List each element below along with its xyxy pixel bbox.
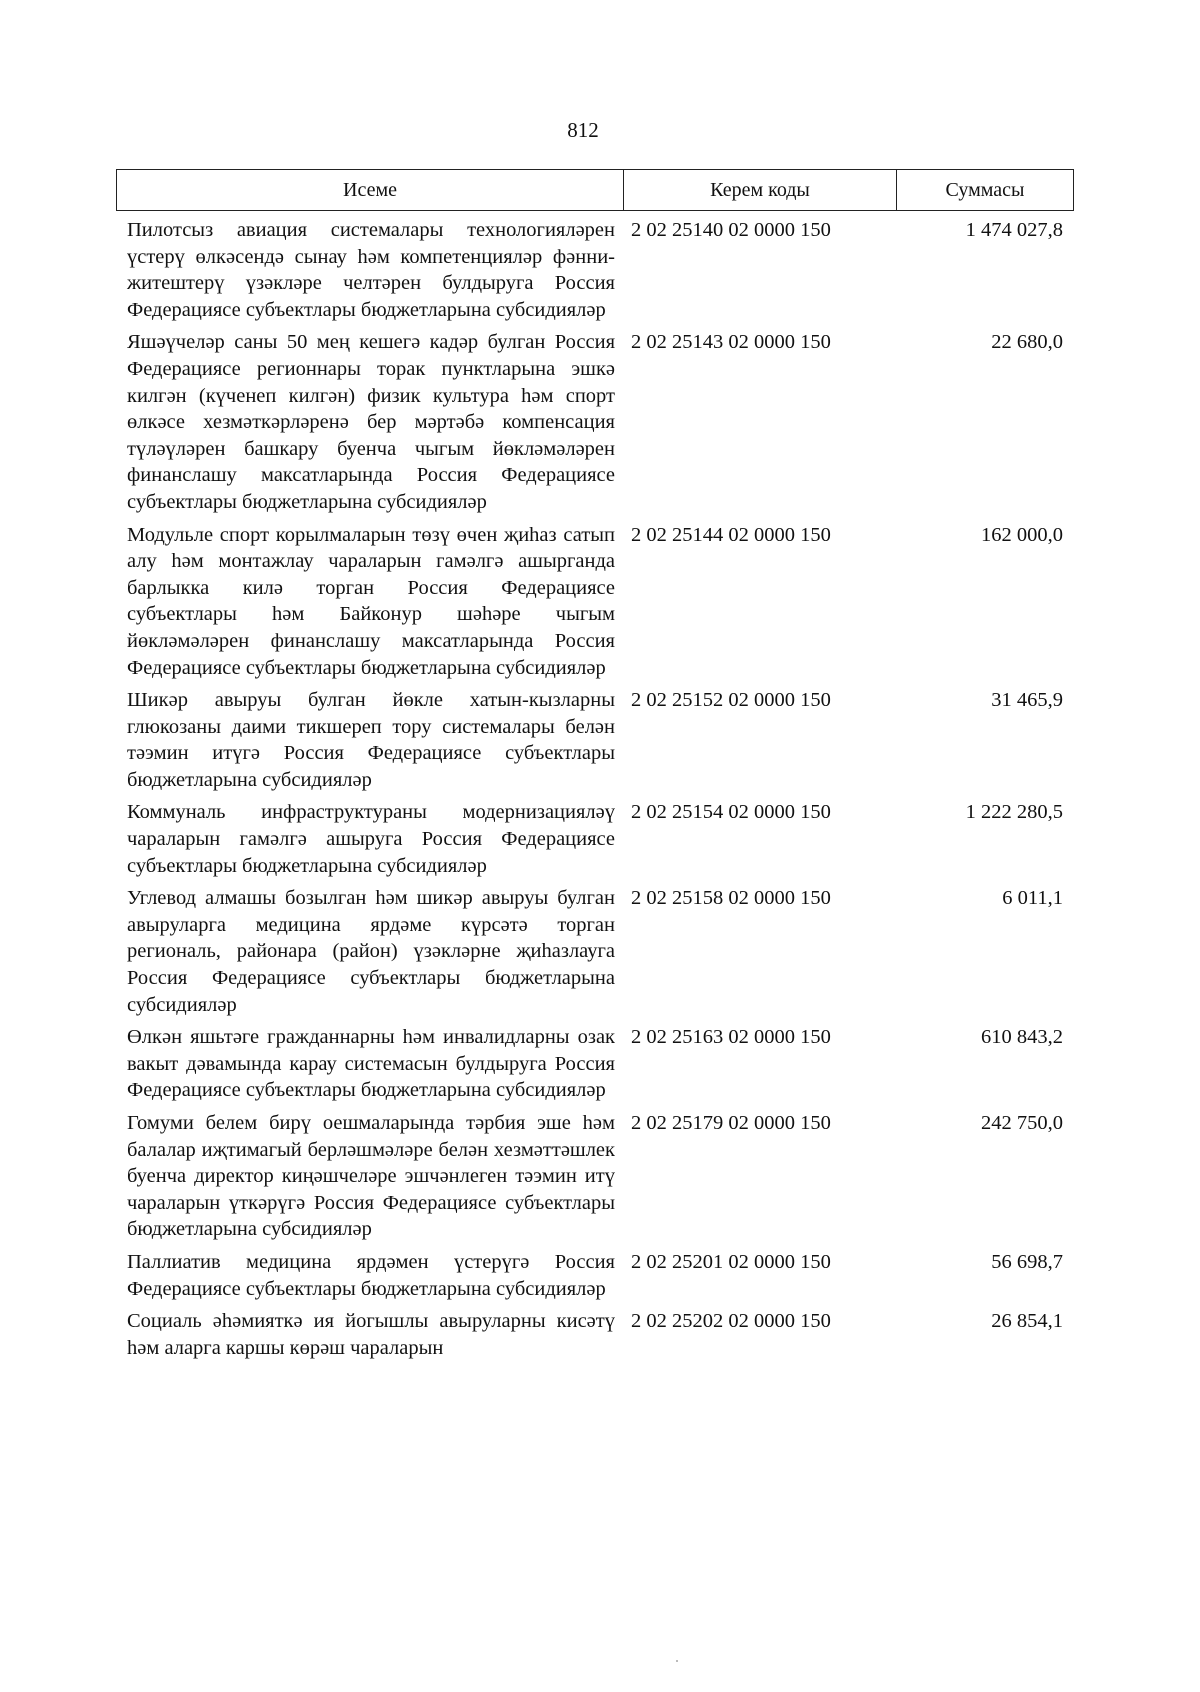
row-code: 2 02 25202 02 0000 150 bbox=[631, 1310, 831, 1333]
column-header-code: Керем коды bbox=[624, 170, 897, 210]
row-sum: 22 680,0 bbox=[991, 331, 1063, 354]
row-name: Углевод алмашы бозылган һәм шикәр авыруы булган авыруларга медицина ярдәме күрсәтә торган региональ, районара (район) үзәкләрне җиһазлауга Россия Федерациясе субъектлары бюджетларына субсидияләр bbox=[127, 887, 615, 1016]
row-name: Модульле спорт корылмаларын төзү өчен җиһаз сатып алу һәм монтажлау чараларын гамәлгә ашырганда барлыкка килә торган Россия Федерациясе субъектлары һәм Байконур шәһәре чыгым йөкләмәләрен финанслашу максатларында Россия Федерациясе субъектлары бюджетларына субсидияләр bbox=[127, 523, 615, 679]
row-name: Коммуналь инфраструктураны модернизацияләү чараларын гамәлгә ашыруга Россия Федерациясе субъектлары бюджетларына субсидияләр bbox=[127, 801, 615, 877]
row-sum: 162 000,0 bbox=[981, 523, 1063, 546]
row-sum: 1 222 280,5 bbox=[965, 801, 1063, 824]
row-code: 2 02 25154 02 0000 150 bbox=[631, 801, 831, 824]
row-sum: 242 750,0 bbox=[981, 1112, 1063, 1134]
row-name: Пилотсыз авиация системалары технологияләрен үстерү өлкәсендә сынау һәм компетенцияләр фәнни-житештерү үзәкләре челтәрен булдыруга Россия Федерациясе субъектлары бюджетларына субсидияләр bbox=[127, 219, 615, 321]
row-code: 2 02 25201 02 0000 150 bbox=[631, 1250, 831, 1273]
row-name: Яшәүчеләр саны 50 мең кешегә кадәр булган Россия Федерациясе регионнары торак пунктларына эшкә килгән (күченеп килгән) физик культура һәм спорт өлкәсе хезмәткәрләренә бер мәртәбә компенсация түләүләрен башкару буенча чыгым йөкләмәләрен финанслашу максатларында Россия Федерациясе субъектлары бюджетларына субсидияләр bbox=[127, 331, 615, 513]
table-row bbox=[127, 1024, 1077, 1104]
scan-speck bbox=[676, 1660, 678, 1662]
table-row bbox=[127, 1308, 1077, 1361]
table-row bbox=[127, 1110, 1077, 1243]
table-header bbox=[116, 169, 1074, 211]
column-header-sum: Суммасы bbox=[945, 178, 1025, 201]
row-sum: 610 843,2 bbox=[981, 1026, 1063, 1049]
row-name: Гомуми белем бирү оешмаларында тәрбия эше һәм балалар иҗтимагый берләшмәләре белән хезмәттәшлек буенча директор киңәшчеләре эшчәнлеген тәэмин итү чараларын үткәрүгә Россия Федерациясе субъектлары бюджетларына субсидияләр bbox=[127, 1112, 615, 1241]
row-sum: 1 474 027,8 bbox=[965, 219, 1063, 241]
row-name: Социаль әһәмияткә ия йогышлы авыруларны кисәтү һәм аларга каршы көрәш чараларын bbox=[127, 1310, 615, 1359]
row-code: 2 02 25140 02 0000 150 bbox=[631, 219, 831, 241]
table-row bbox=[127, 217, 1077, 323]
table-row bbox=[127, 687, 1077, 793]
row-sum: 56 698,7 bbox=[991, 1250, 1063, 1273]
row-sum: 6 011,1 bbox=[1002, 887, 1063, 910]
row-sum: 31 465,9 bbox=[991, 689, 1063, 712]
row-name: Паллиатив медицина ярдәмен үстерүгә Россия Федерациясе субъектлары бюджетларына субсидияләр bbox=[127, 1250, 615, 1300]
table-row bbox=[127, 885, 1077, 1018]
row-code: 2 02 25163 02 0000 150 bbox=[631, 1026, 831, 1049]
row-code: 2 02 25143 02 0000 150 bbox=[631, 331, 831, 354]
table-row bbox=[127, 522, 1077, 682]
table-body bbox=[127, 211, 1077, 1361]
page-number: 812 bbox=[567, 118, 599, 142]
table-row bbox=[127, 329, 1077, 515]
column-header-name: Исеме bbox=[117, 170, 624, 210]
row-code: 2 02 25158 02 0000 150 bbox=[631, 887, 831, 910]
row-name: Өлкән яшьтәге гражданнарны һәм инвалидларны озак вакыт дәвамында карау системасын булдыруга Россия Федерациясе субъектлары бюджетларына субсидияләр bbox=[127, 1026, 615, 1102]
row-sum: 26 854,1 bbox=[991, 1310, 1063, 1333]
row-name: Шикәр авыруы булган йөкле хатын-кызларны глюкозаны даими тикшереп тору системалары белән тәэмин итүгә Россия Федерациясе субъектлары бюджетларына субсидияләр bbox=[127, 689, 615, 791]
table-row bbox=[127, 799, 1077, 879]
row-code: 2 02 25152 02 0000 150 bbox=[631, 689, 831, 712]
row-code: 2 02 25179 02 0000 150 bbox=[631, 1112, 831, 1134]
row-code: 2 02 25144 02 0000 150 bbox=[631, 523, 831, 546]
table-row bbox=[127, 1249, 1077, 1302]
